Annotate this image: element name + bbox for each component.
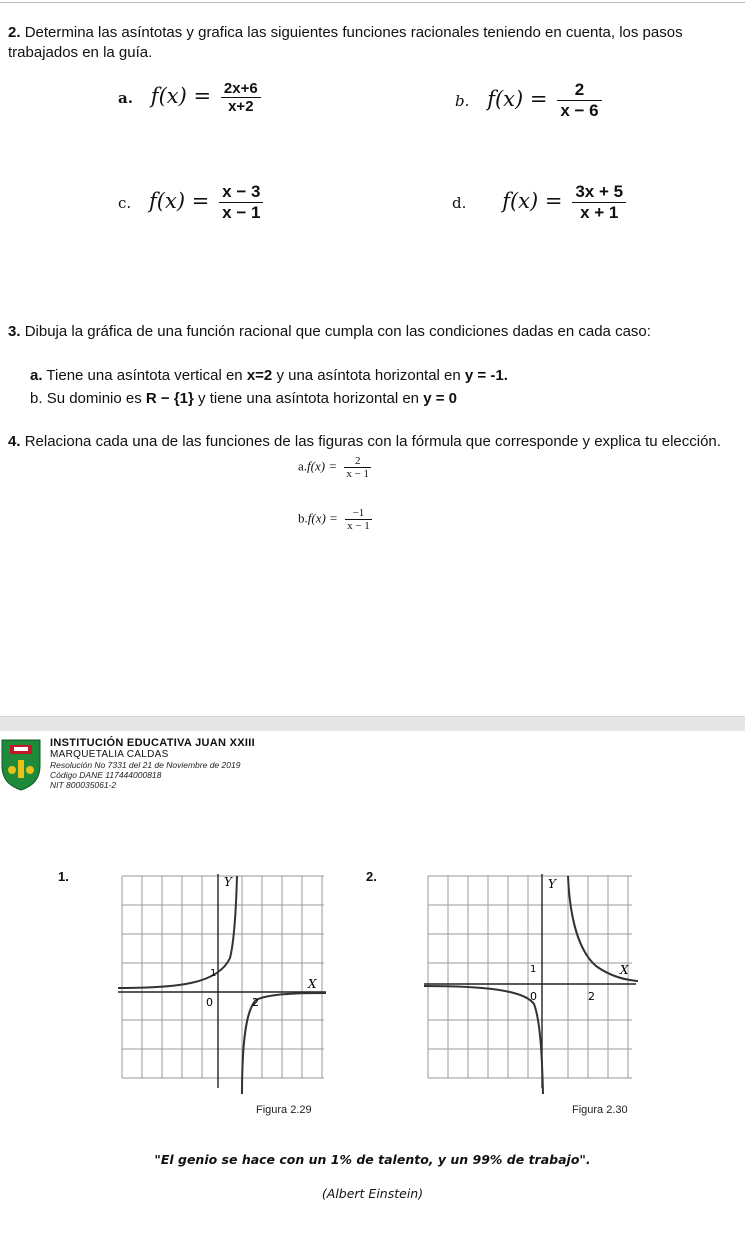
- equation-2a: a. f(x) = $\frac{2x+6}{x+2}$: [118, 80, 261, 115]
- axes: [424, 874, 636, 1088]
- figure-1-tick-two: 2: [252, 996, 259, 1009]
- question-3-text: Dibuja la gráfica de una función racional que cumpla con las condiciones dadas en cada caso:: [24, 323, 651, 340]
- question-2-number: 2.: [8, 24, 21, 41]
- figure-2-29-graph: [118, 872, 328, 1094]
- figure-2-tick-two: 2: [588, 990, 595, 1003]
- school-resolution: Resolución No 7331 del 21 de Noviembre de 2019: [50, 760, 241, 770]
- figure-2-x-label: X: [620, 963, 629, 977]
- figure-2-caption: Figura 2.30: [572, 1104, 628, 1116]
- question-3-number: 3.: [8, 323, 21, 340]
- figure-2-tick-zero: 0: [530, 990, 537, 1003]
- school-place: MARQUETALIA CALDAS: [50, 749, 169, 760]
- figure-1-number: 1.: [58, 869, 69, 884]
- question-3a: a. Tiene una asíntota vertical en x=2 y una asíntota horizontal en y = -1.: [30, 367, 508, 384]
- school-name: INSTITUCIÓN EDUCATIVA JUAN XXIII: [50, 737, 255, 749]
- question-2: [8, 23, 733, 63]
- question-4-number: 4.: [8, 433, 21, 450]
- axes: [118, 874, 326, 1088]
- question-3: [8, 322, 738, 342]
- school-logo: [0, 736, 44, 792]
- formula-4b: b.f(x) = $\frac{-1}{x - 1}$: [298, 507, 370, 532]
- quote-author: (Albert Einstein): [321, 1186, 424, 1201]
- figure-2-30-graph: [424, 872, 639, 1094]
- figure-2-number: 2.: [366, 869, 377, 884]
- school-nit: NIT 800035061-2: [50, 780, 117, 790]
- figure-1-curve-left: [118, 876, 237, 988]
- quote-text: "El genio se hace con un 1% de talento, y un 99% de trabajo".: [154, 1152, 591, 1167]
- equation-2b: b. f(x) = $\frac{2}{x - 6}$: [455, 80, 602, 121]
- question-4-text: Relaciona cada una de las funciones de las figuras con la fórmula que corresponde y explica tu elección.: [24, 433, 721, 450]
- figure-1-caption: Figura 2.29: [256, 1104, 312, 1116]
- figure-2-y-label: Y: [548, 877, 556, 891]
- school-shield-icon: [0, 736, 44, 792]
- grid: [428, 876, 632, 1078]
- page-separator: [0, 716, 745, 731]
- formula-4a: a.f(x) = $\frac{2}{x - 1}$: [298, 455, 370, 480]
- grid: [122, 876, 324, 1078]
- school-header: [50, 737, 370, 790]
- figure-1-tick-zero: 0: [206, 996, 213, 1009]
- equation-2d: d. f(x) = $\frac{3x + 5}{x + 1}$: [452, 182, 626, 223]
- equation-2c: c. f(x) = $\frac{x - 3}{x - 1}$: [118, 182, 263, 223]
- school-dane: Código DANE 117444000818: [50, 770, 162, 780]
- question-3b: b. Su dominio es R − {1} y tiene una asíntota horizontal en y = 0: [30, 390, 457, 407]
- question-2-text: Determina las asíntotas y grafica las siguientes funciones racionales teniendo en cuenta, los pasos trabajados en la guía.: [8, 24, 683, 61]
- question-4: [8, 432, 733, 452]
- figure-1-y-label: Y: [224, 875, 232, 889]
- figure-1-x-label: X: [308, 977, 317, 991]
- top-border: [0, 2, 745, 3]
- figure-2-tick-one: 1: [530, 964, 537, 975]
- figure-1-tick-one: 1: [210, 968, 217, 979]
